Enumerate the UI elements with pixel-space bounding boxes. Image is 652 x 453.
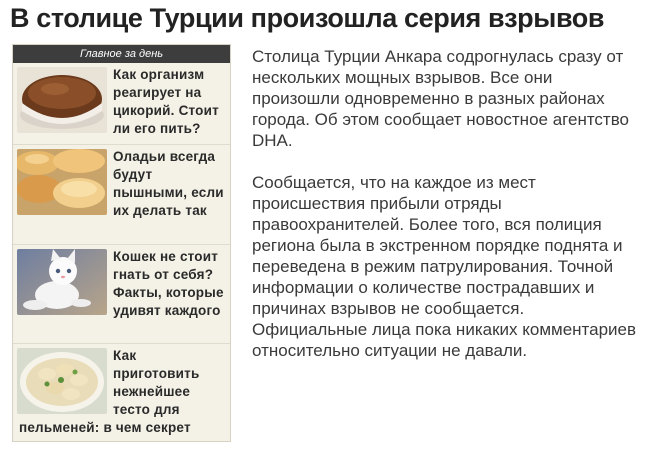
sidebar-item-label[interactable]: Кошек не стоит гнать от себя? Факты, которые удивят каждого: [113, 249, 224, 318]
sidebar-item-dumplings[interactable]: [13, 344, 230, 440]
article-paragraph: Сообщается, что на каждое из мест происшествия прибыли отряды правоохранителей. Более того, вся полиция региона была в экстренном порядке поднята и переведена в режим патрулирования. Точной информации о количестве пострадавших и причинах взрывов не сообщается. Официальные лица пока никаких комментариев относительно ситуации не давали.: [252, 173, 637, 360]
dumplings-image[interactable]: [17, 348, 107, 414]
pancakes-image[interactable]: [17, 149, 107, 215]
widget-title: Главное за день: [13, 45, 230, 63]
article-paragraph: Столица Турции Анкара содрогнулась сразу от нескольких мощных взрывов. Все они произошли одновременно в разных районах города. Об этом сообщает новостное агентство DHA.: [252, 47, 630, 150]
sidebar-item-label[interactable]: Оладьи всегда будут пышными, если их делать так: [113, 149, 224, 218]
sidebar-item-label[interactable]: Как организм реагирует на цикорий. Стоит ли его пить?: [113, 67, 219, 136]
article-body: [252, 46, 644, 382]
sidebar-item-label[interactable]: Как приготовить нежнейшее тесто для пельменей: в чем секрет: [19, 348, 200, 435]
sidebar-item-cats[interactable]: [13, 245, 230, 344]
article-headline: В столице Турции произошла серия взрывов: [10, 3, 605, 33]
sidebar-item-pancakes[interactable]: [13, 145, 230, 245]
kitten-image[interactable]: [17, 249, 107, 315]
sidebar-item-chicory[interactable]: [13, 63, 230, 145]
chicory-bowl-image[interactable]: [17, 67, 107, 133]
daily-highlights-widget: [12, 44, 231, 442]
